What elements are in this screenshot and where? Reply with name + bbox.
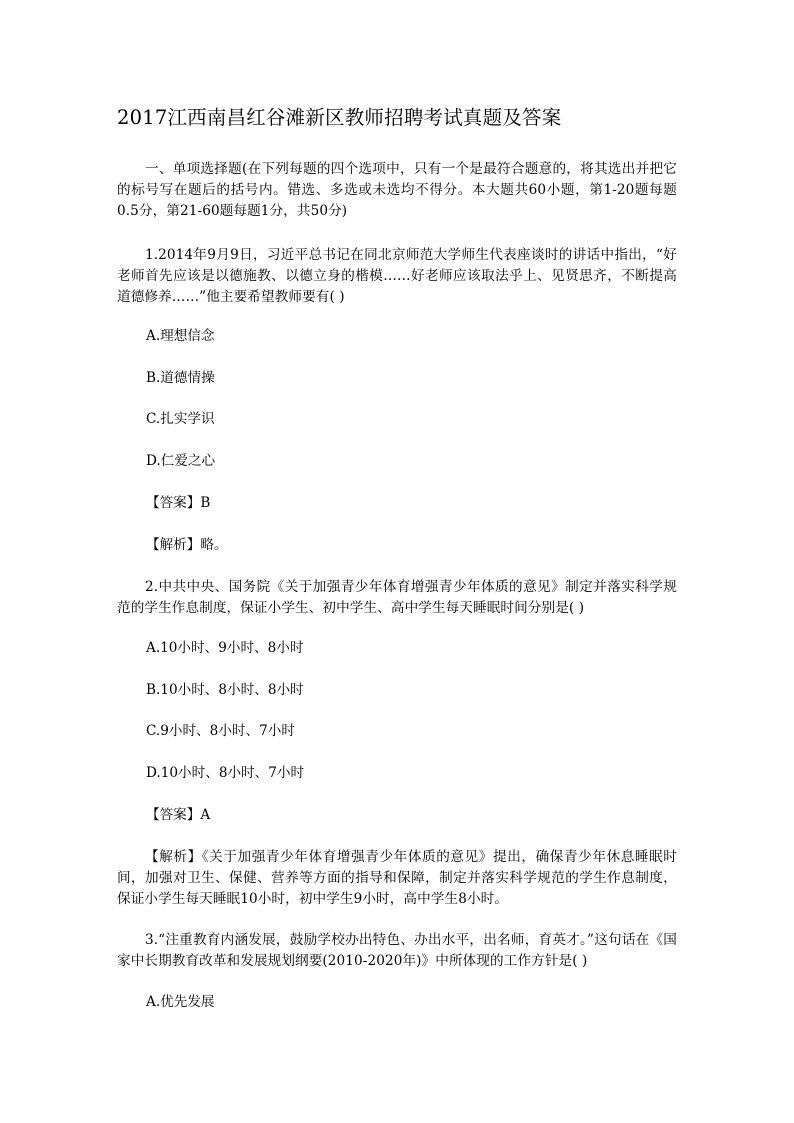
question-2-option-b: B.10小时、8小时、8小时 [146, 682, 304, 698]
question-1-answer: 【答案】B [146, 495, 211, 511]
question-1-analysis: 【解析】略。 [146, 537, 228, 553]
question-3-stem: 3.“注重教育内涵发展，鼓励学校办出特色、办出水平，出名师，育英才。”这句话在《国家中长期教育改革和发展规划纲要(2010-2020年)》中所体现的工作方针是( ) [117, 932, 677, 969]
question-2-option-c: C.9小时、8小时、7小时 [146, 723, 295, 739]
question-1-option-c: C.扎实学识 [146, 411, 215, 427]
question-2-answer: 【答案】A [146, 807, 211, 823]
page-title: 2017江西南昌红谷滩新区教师招聘考试真题及答案 [117, 106, 562, 129]
question-1-option-a: A.理想信念 [146, 328, 215, 344]
question-2-stem: 2.中共中央、国务院《关于加强青少年体育增强青少年体质的意见》制定并落实科学规范的学生作息制度，保证小学生、初中学生、高中学生每天睡眠时间分别是( ) [117, 579, 677, 616]
question-1-option-b: B.道德情操 [146, 370, 215, 386]
question-1-stem: 1.2014年9月9日，习近平总书记在同北京师范大学师生代表座谈时的讲话中指出，“好老师首先应该是以德施教、以德立身的楷模……好老师应该取法乎上、见贤思齐，不断提高道德修养……”他主要希望教师要有( ) [117, 247, 677, 305]
question-2-option-d: D.10小时、8小时、7小时 [146, 765, 305, 781]
question-2-analysis: 【解析】《关于加强青少年体育增强青少年体质的意见》提出，确保青少年休息睡眠时间，加强对卫生、保健、营养等方面的指导和保障，制定并落实科学规范的学生作息制度，保证小学生每天睡眠10小时，初中学生9小时，高中学生8小时。 [117, 849, 677, 907]
question-1-option-d: D.仁爱之心 [146, 453, 216, 469]
question-2-option-a: A.10小时、9小时、8小时 [146, 640, 304, 656]
question-3-option-a: A.优先发展 [146, 994, 215, 1010]
section-heading: 一、单项选择题(在下列每题的四个选项中，只有一个是最符合题意的，将其选出并把它的标号写在题后的括号内。错选、多选或未选均不得分。本大题共60小题，第1-20题每题0.5分，第21-60题每题1分，共50分) [117, 161, 677, 219]
